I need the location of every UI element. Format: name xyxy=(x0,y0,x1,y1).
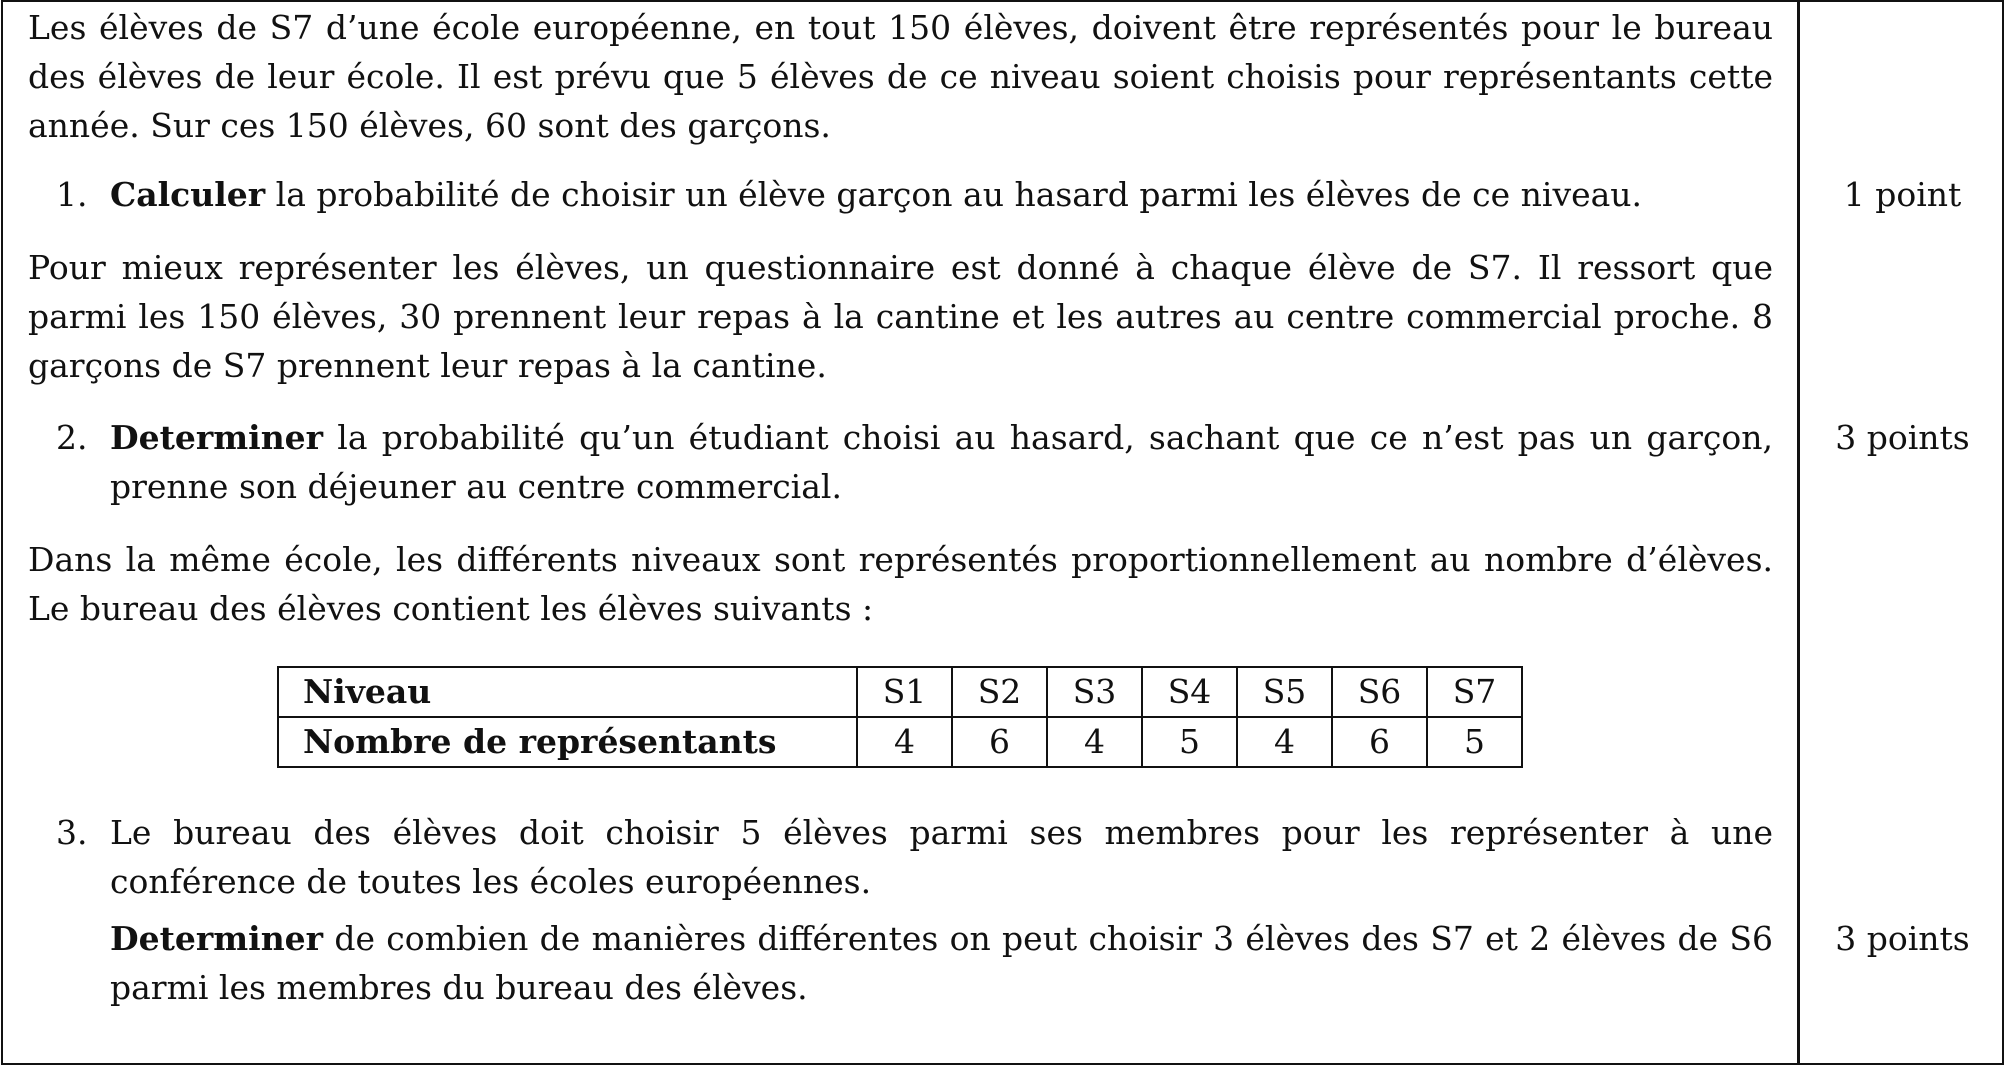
question-2-number: 2. xyxy=(56,418,88,457)
question-1-keyword: Calculer xyxy=(110,175,266,214)
context-paragraph-3: Dans la même école, les différents niveaux sont représentés proportionnellement au nombre d’élèves. Le bureau des élèves contient les élèves suivants : xyxy=(28,540,1773,628)
table-cell-count: 4 xyxy=(1047,717,1142,767)
question-3-task-text xyxy=(110,914,1773,1012)
table-header-niveau: Niveau xyxy=(278,667,857,717)
table-header-nombre: Nombre de représentants xyxy=(278,717,857,767)
intro-paragraph: Les élèves de S7 d’une école européenne, en tout 150 élèves, doivent être représentés pour le bureau des élèves de leur école. Il est prévu que 5 élèves de ce niveau soient choisis pour représentants cette année. Sur ces 150 élèves, 60 sont des garçons. xyxy=(28,8,1773,145)
question-2-text xyxy=(110,413,1773,511)
table-cell-count: 5 xyxy=(1427,717,1522,767)
question-3-number: 3. xyxy=(56,813,88,852)
table-cell-level: S7 xyxy=(1427,667,1522,717)
table-row-levels xyxy=(278,667,1522,717)
table-cell-level: S5 xyxy=(1237,667,1332,717)
question-1-points: 1 point xyxy=(1843,175,1962,214)
question-1-text xyxy=(110,170,1773,219)
table-cell-count: 6 xyxy=(952,717,1047,767)
table-cell-level: S6 xyxy=(1332,667,1427,717)
question-3-text: Le bureau des élèves doit choisir 5 élèves parmi ses membres pour les représenter à une conférence de toutes les écoles européennes. xyxy=(110,813,1773,901)
table-cell-level: S4 xyxy=(1142,667,1237,717)
question-2-keyword: Determiner xyxy=(110,418,324,457)
table-cell-level: S3 xyxy=(1047,667,1142,717)
question-2-statement: la probabilité qu’un étudiant choisi au hasard, sachant que ce n’est pas un garçon, prenne son déjeuner au centre commercial. xyxy=(110,418,1773,506)
question-1-number: 1. xyxy=(56,175,88,214)
representatives-table xyxy=(277,666,1523,768)
table-cell-level: S2 xyxy=(952,667,1047,717)
table-cell-count: 5 xyxy=(1142,717,1237,767)
table-cell-count: 6 xyxy=(1332,717,1427,767)
table-row-counts xyxy=(278,717,1522,767)
table-cell-level: S1 xyxy=(857,667,952,717)
table-cell-count: 4 xyxy=(857,717,952,767)
context-paragraph-2: Pour mieux représenter les élèves, un questionnaire est donné à chaque élève de S7. Il ressort que parmi les 150 élèves, 30 prennent leur repas à la cantine et les autres au centre commercial proche. 8 garçons de S7 prennent leur repas à la cantine. xyxy=(28,248,1773,385)
question-3-points: 3 points xyxy=(1835,919,1970,958)
question-3-statement: de combien de manières différentes on peut choisir 3 élèves des S7 et 2 élèves de S6 parmi les membres du bureau des élèves. xyxy=(110,919,1773,1007)
question-1-statement: la probabilité de choisir un élève garçon au hasard parmi les élèves de ce niveau. xyxy=(265,175,1643,214)
points-column-divider xyxy=(1797,0,1800,1065)
question-3-keyword: Determiner xyxy=(110,919,324,958)
question-2-points: 3 points xyxy=(1835,418,1970,457)
table-cell-count: 4 xyxy=(1237,717,1332,767)
